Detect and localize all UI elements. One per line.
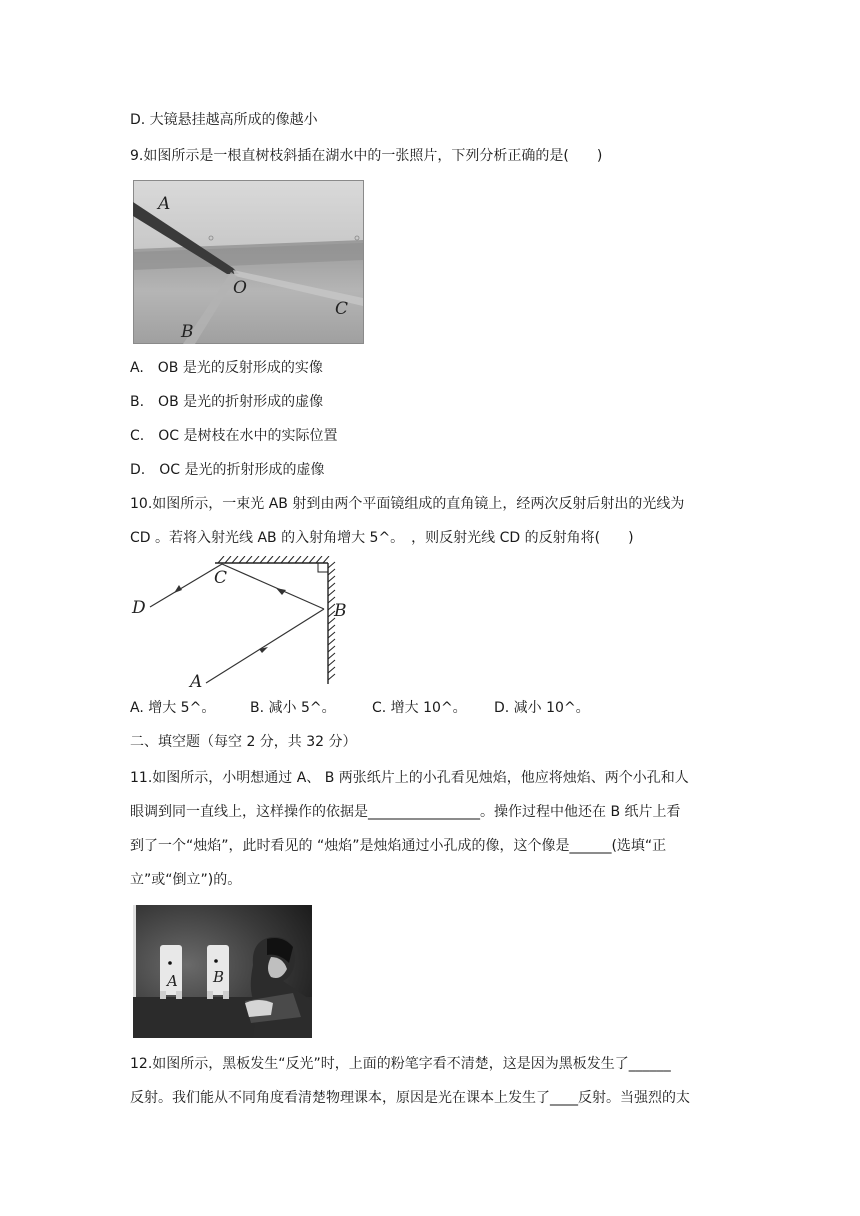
label-a: A: [190, 672, 203, 692]
label-a: A: [158, 194, 171, 214]
q9-stem: 9.如图所示是一根直树枝斜插在湖水中的一张照片，下列分析正确的是( ): [130, 148, 603, 164]
q10-option-d: D. 减小 10^。: [494, 700, 590, 716]
label-b: B: [334, 601, 347, 621]
q10-option-c: C. 增大 10^。: [372, 700, 467, 716]
q11-line4: 立”或“倒立”)的。: [130, 872, 242, 888]
q10-mirror-diagram: [128, 556, 358, 692]
q10-option-b: B. 减小 5^。: [250, 700, 336, 716]
q10-stem-line1: 10.如图所示，一束光 AB 射到由两个平面镜组成的直角镜上，经两次反射后射出的光线为: [130, 496, 685, 512]
section2-heading: 二、填空题（每空 2 分，共 32 分）: [130, 734, 357, 750]
q10-option-a: A. 增大 5^。: [130, 700, 216, 716]
label-a: A: [167, 972, 178, 990]
q12-line2: 反射。我们能从不同角度看清楚物理课本，原因是光在课本上发生了____反射。当强烈的太: [130, 1090, 690, 1106]
label-b: B: [181, 322, 194, 342]
q9-option-b: B. OB 是光的折射形成的虚像: [130, 394, 324, 410]
q11-photo: [133, 905, 312, 1038]
q9-option-d: D. OC 是光的折射形成的虚像: [130, 462, 325, 478]
q11-line2: 眼调到同一直线上，这样操作的依据是________________。操作过程中他还在 B 纸片上看: [130, 804, 681, 820]
label-c: C: [214, 568, 228, 588]
label-o: O: [233, 278, 247, 298]
q11-line1: 11.如图所示，小明想通过 A、 B 两张纸片上的小孔看见烛焰，他应将烛焰、两个小孔和人: [130, 770, 689, 786]
q12-line1: 12.如图所示，黑板发生“反光”时，上面的粉笔字看不清楚，这是因为黑板发生了______: [130, 1056, 671, 1072]
label-c: C: [335, 299, 349, 319]
q10-stem-line2: CD 。若将入射光线 AB 的入射角增大 5^。 ，则反射光线 CD 的反射角将( ): [130, 530, 634, 546]
q11-line3: 到了一个“烛焰”，此时看见的 “烛焰”是烛焰通过小孔成的像，这个像是______(选填“正: [130, 838, 667, 854]
q9-photo: [133, 180, 364, 344]
q9-option-c: C. OC 是树枝在水中的实际位置: [130, 428, 338, 444]
label-b: B: [213, 968, 225, 986]
q9-option-a: A. OB 是光的反射形成的实像: [130, 360, 323, 376]
q8-option-d: D. 大镜悬挂越高所成的像越小: [130, 112, 318, 128]
label-d: D: [132, 598, 146, 618]
